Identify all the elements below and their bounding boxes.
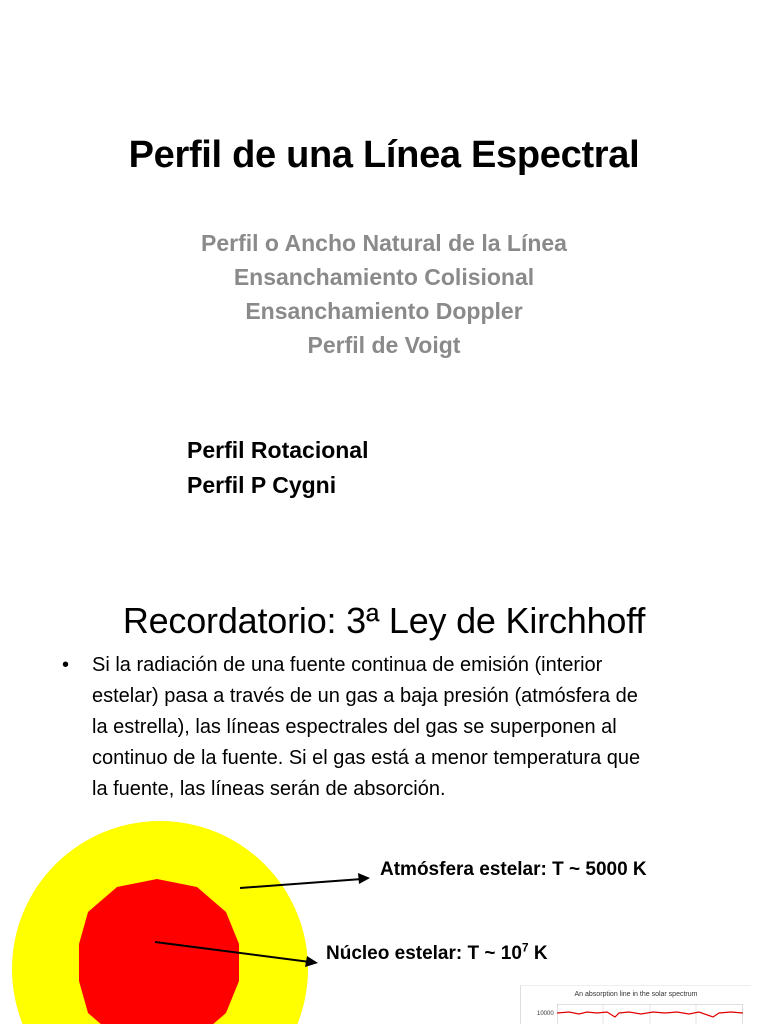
subtopic-item: Perfil o Ancho Natural de la Línea	[201, 230, 567, 256]
slide-title: Perfil de una Línea Espectral	[128, 134, 640, 176]
solar-spectrum-inset	[520, 985, 751, 1024]
other-profile-item: Perfil Rotacional	[187, 437, 369, 463]
subtopic-item: Ensanchamiento Colisional	[233, 264, 535, 290]
subtopic-list	[0, 226, 768, 362]
core-label	[326, 940, 548, 965]
other-profile-list	[187, 433, 368, 503]
bullet-text	[92, 650, 742, 805]
core-label-unit: K	[528, 943, 548, 964]
bullet-line: la fuente, las líneas serán de absorción.	[92, 778, 446, 800]
bullet-line: la estrella), las líneas espectrales del gas se superponen al	[92, 716, 617, 738]
subtopic-item: Ensanchamiento Doppler	[245, 298, 523, 324]
bullet-line: continuo de la fuente. Si el gas está a menor temperatura que	[92, 747, 641, 769]
inset-plot	[557, 1004, 743, 1024]
slide-kirchhoff-law	[0, 576, 768, 1024]
other-profile-item: Perfil P Cygni	[187, 472, 337, 498]
inset-title: An absorption line in the solar spectrum	[574, 991, 698, 998]
core-label-exponent: 7	[521, 940, 529, 955]
bullet-line: estelar) pasa a través de un gas a baja presión (atmósfera de	[92, 685, 638, 707]
inset-y-tick: 10000	[537, 1011, 554, 1017]
core-label-text: Núcleo estelar: T ~ 10	[326, 943, 522, 964]
atmosphere-label: Atmósfera estelar: T ~ 5000 K	[380, 859, 647, 880]
subtopic-item: Perfil de Voigt	[307, 332, 461, 358]
bullet-line: Si la radiación de una fuente continua de emisión (interior	[92, 654, 603, 676]
bullet-marker: •	[62, 654, 70, 676]
slide-title: Recordatorio: 3ª Ley de Kirchhoff	[122, 600, 646, 641]
